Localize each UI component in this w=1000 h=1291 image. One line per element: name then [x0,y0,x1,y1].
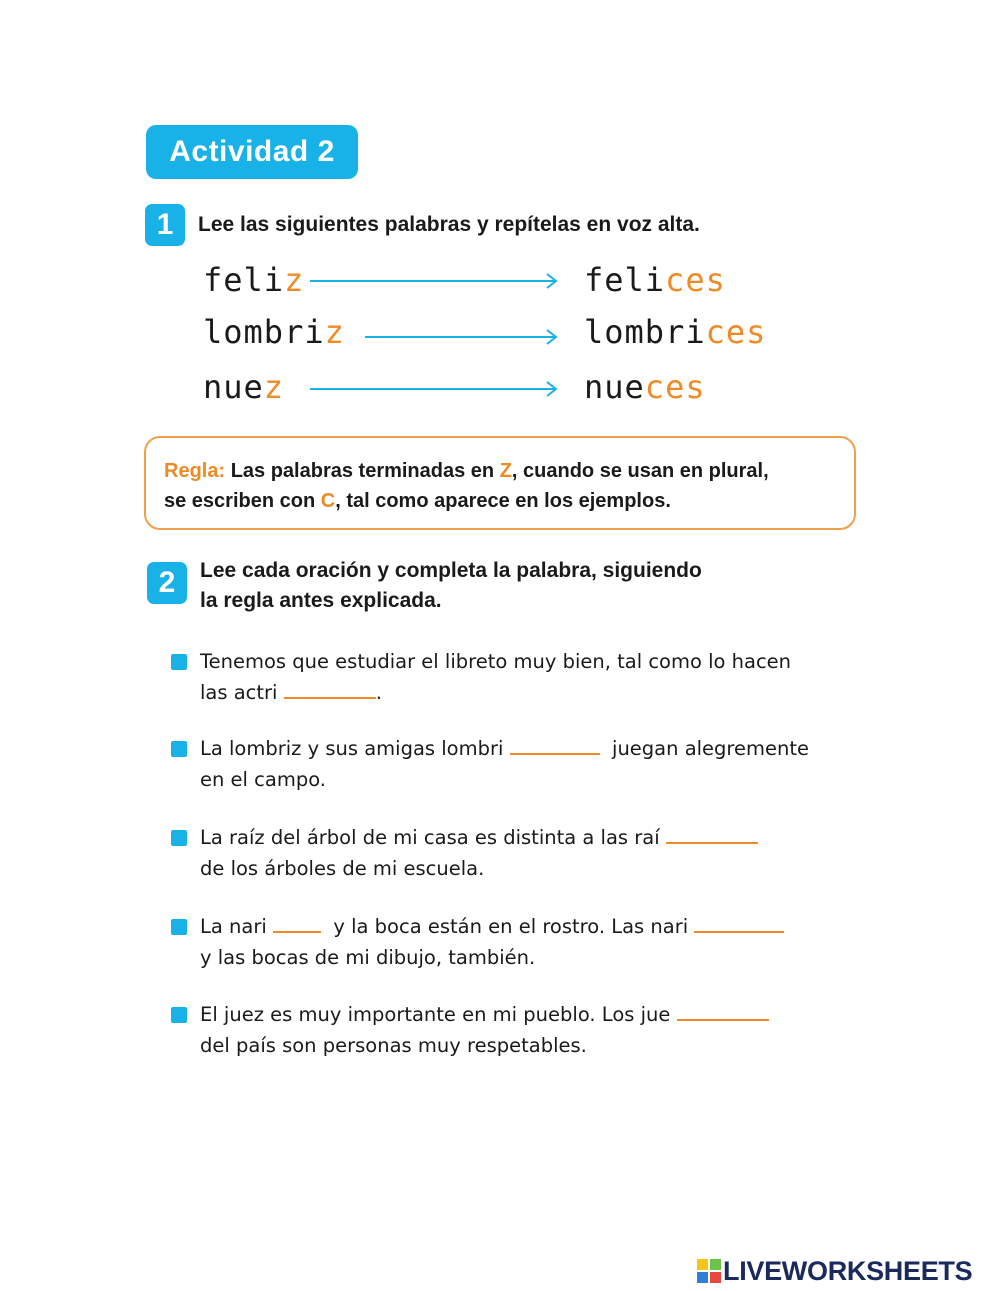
sentence-item-1: Tenemos que estudiar el libreto muy bien, tal como lo hacen las actri . [200,650,792,704]
activity-title: Actividad 2 [146,125,358,179]
singular-word-2: lombriz [203,313,345,351]
answer-blank-nariz[interactable] [273,911,321,933]
sentence-item-3: La raíz del árbol de mi casa es distinta a las raí de los árboles de mi escuela. [200,822,758,884]
rule-letter-c: C [320,490,336,512]
rule-text: se escriben con [164,490,316,512]
arrow-right-icon [308,272,560,290]
rule-text: , tal como aparece en los ejemplos. [335,490,671,512]
section-2-instruction: Lee cada oración y completa la palabra, siguiendo la regla antes explicada. [200,559,702,612]
plural-word-3: nueces [584,368,706,406]
answer-blank-narices[interactable] [694,911,784,933]
section-2-number: 2 [147,562,187,604]
rule-label: Regla: [164,460,226,482]
bullet-square-icon [171,1007,187,1023]
plural-word-2: lombrices [584,313,767,351]
singular-word-3: nuez [203,368,285,406]
rule-letter-z: Z [499,460,512,482]
answer-blank-lombrices[interactable] [510,733,600,755]
rule-box [144,436,856,530]
answer-blank-raices[interactable] [666,822,758,844]
rule-text: Las palabras terminadas en [230,460,495,482]
bullet-square-icon [171,741,187,757]
bullet-square-icon [171,919,187,935]
sentence-item-2: La lombriz y sus amigas lombri juegan alegremente en el campo. [200,733,809,795]
rule-text: , cuando se usan en plural, [511,460,769,482]
liveworksheets-logo-icon [697,1259,721,1283]
sentence-item-4: La nari y la boca están en el rostro. Las nari y las bocas de mi dibujo, también. [200,911,784,973]
arrow-right-icon [308,380,560,398]
singular-word-1: feliz [203,261,305,299]
section-1-instruction: Lee las siguientes palabras y repítelas en voz alta. [198,213,700,236]
liveworksheets-logo: LIVEWORKSHEETS [697,1255,972,1287]
section-1-number: 1 [145,204,185,246]
plural-word-1: felices [584,261,726,299]
bullet-square-icon [171,654,187,670]
sentence-item-5: El juez es muy importante en mi pueblo. Los jue del país son personas muy respetables. [200,999,769,1061]
answer-blank-jueces[interactable] [677,999,769,1021]
answer-blank-actrices[interactable] [284,677,376,699]
bullet-square-icon [171,830,187,846]
arrow-right-icon [363,328,560,346]
